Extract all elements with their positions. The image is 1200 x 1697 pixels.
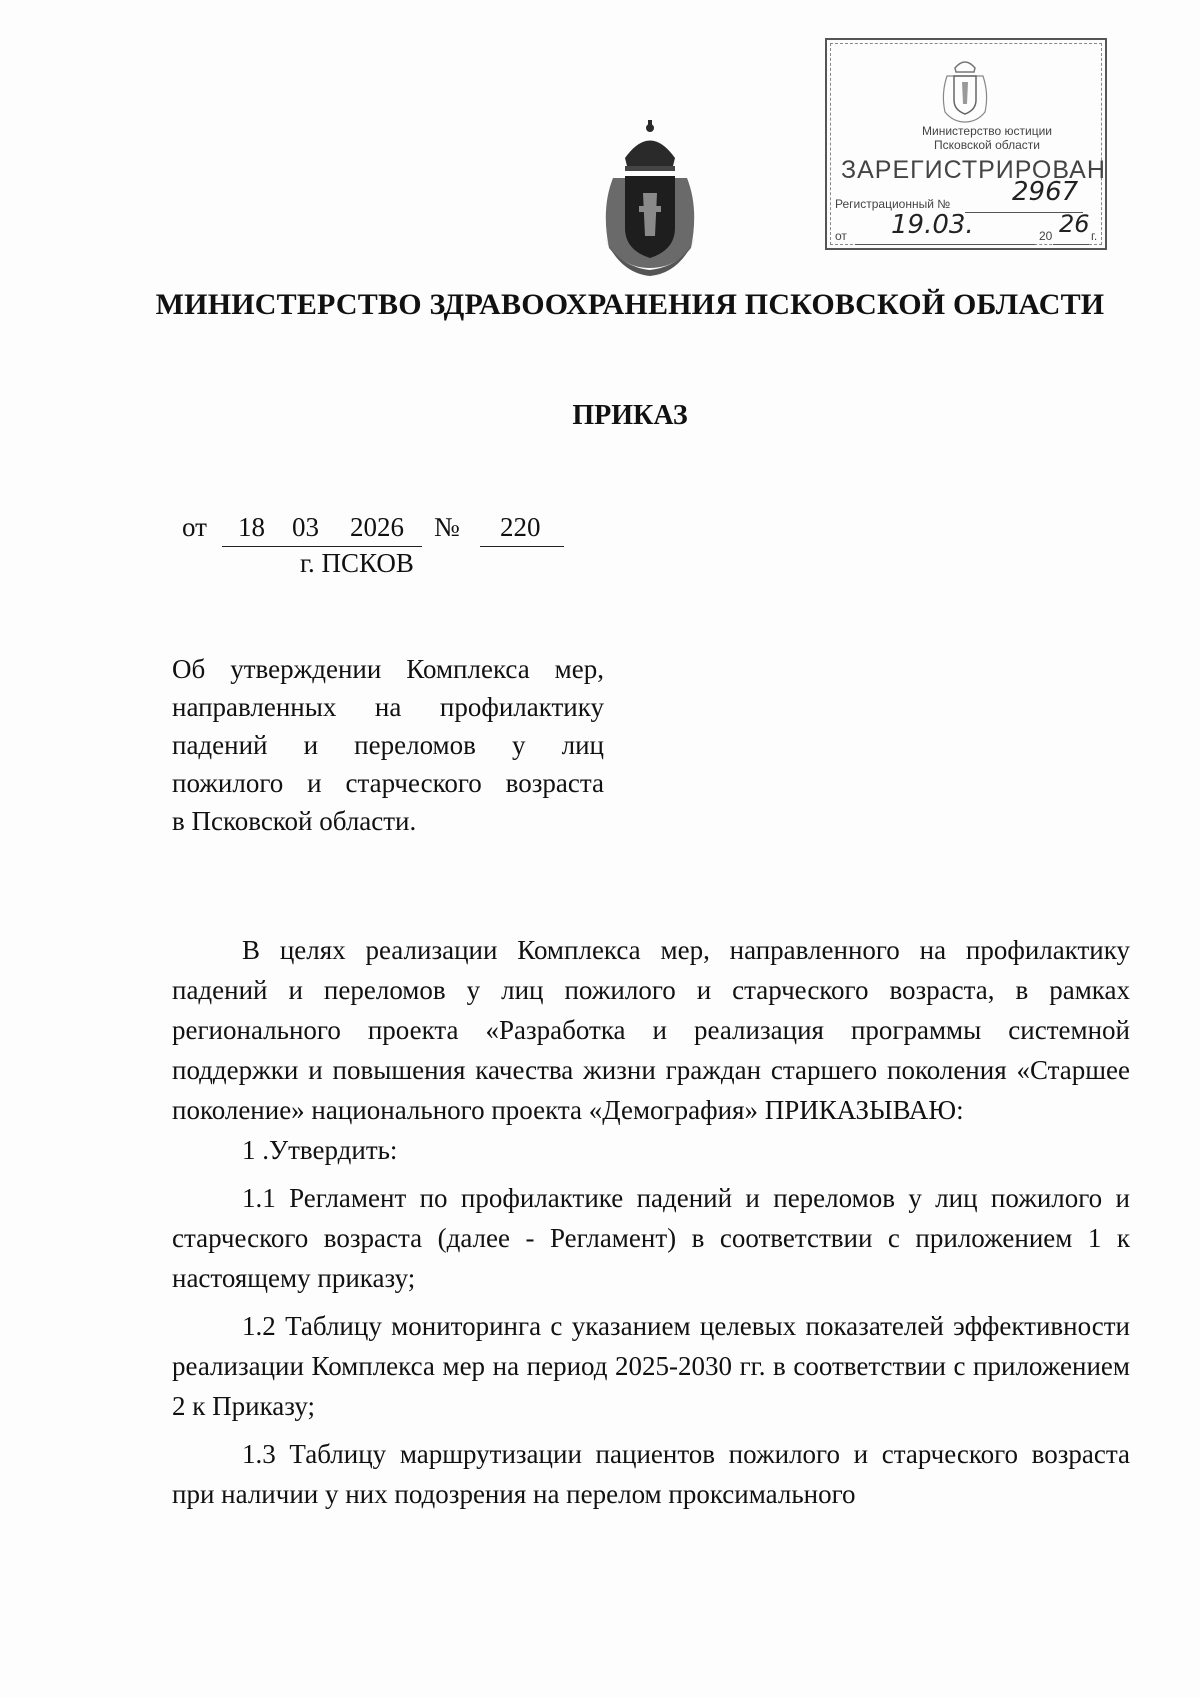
order-number-sign: № bbox=[434, 512, 460, 542]
item-1-1: 1.1 Регламент по профилактике падений и переломов у лиц пожилого и старческого возраста (далее - Регламент) в соответствии с приложением 1 к настоящему приказу; bbox=[172, 1183, 1130, 1293]
subject-line: пожилого и старческого возраста bbox=[172, 768, 604, 798]
order-number-underline bbox=[480, 546, 564, 547]
subject-line: Об утверждении Комплекса мер, bbox=[172, 654, 604, 684]
subject-line: направленных на профилактику bbox=[172, 692, 604, 722]
order-city: г. ПСКОВ bbox=[300, 548, 414, 578]
item-1: 1 .Утвердить: bbox=[242, 1135, 398, 1165]
stamp-reg-number: 2967 bbox=[1012, 177, 1079, 207]
order-year: 2026 bbox=[350, 512, 404, 542]
order-date-prefix: от bbox=[182, 512, 207, 542]
stamp-year-prefix: 20 bbox=[1039, 229, 1053, 243]
stamp-year-g: г. bbox=[1091, 229, 1098, 243]
preamble-paragraph: В целях реализации Комплекса мер, направленного на профилактику падений и переломов у лиц пожилого и старческого возраста, в рамках регионального проекта «Разработка и реализация программы системной поддержки и повышения качества жизни граждан старшего поколения «Старшее поколение» национального проекта «Демография» ПРИКАЗЫВАЮ: bbox=[172, 935, 1130, 1125]
stamp-date-prefix: от bbox=[835, 229, 847, 243]
order-subject bbox=[172, 650, 604, 840]
stamp-year-suffix: 26 bbox=[1059, 210, 1090, 238]
item-1-3: 1.3 Таблицу маршрутизации пациентов пожилого и старческого возраста при наличии у них подозрения на перелом проксимального bbox=[172, 1439, 1130, 1509]
coat-of-arms-icon bbox=[595, 118, 705, 278]
order-body bbox=[172, 930, 1130, 1514]
stamp-year-underline bbox=[1053, 244, 1089, 245]
document-type-title: ПРИКАЗ bbox=[572, 400, 688, 431]
item-1-2: 1.2 Таблицу мониторинга с указанием целевых показателей эффективности реализации Комплекса мер на период 2025-2030 гг. в соответствии с приложением 2 к Приказу; bbox=[172, 1311, 1130, 1421]
stamp-coat-of-arms-icon bbox=[939, 54, 991, 126]
stamp-date-underline bbox=[855, 244, 1035, 245]
subject-line: падений и переломов у лиц bbox=[172, 730, 604, 760]
order-month: 03 bbox=[292, 512, 319, 542]
registration-stamp bbox=[825, 38, 1107, 250]
order-day: 18 bbox=[238, 512, 265, 542]
stamp-registered-label: ЗАРЕГИСТРИРОВАН bbox=[841, 156, 1106, 184]
subject-line: в Псковской области. bbox=[172, 806, 417, 836]
order-date-underline bbox=[222, 546, 422, 547]
stamp-reg-number-label: Регистрационный № bbox=[835, 197, 951, 211]
order-number: 220 bbox=[500, 512, 541, 542]
stamp-org-line2: Псковской области bbox=[934, 138, 1040, 152]
stamp-org-line1: Министерство юстиции bbox=[922, 124, 1052, 138]
ministry-title: МИНИСТЕРСТВО ЗДРАВООХРАНЕНИЯ ПСКОВСКОЙ ОБЛАСТИ bbox=[155, 288, 1105, 321]
stamp-date-day-month: 19.03. bbox=[891, 210, 974, 240]
